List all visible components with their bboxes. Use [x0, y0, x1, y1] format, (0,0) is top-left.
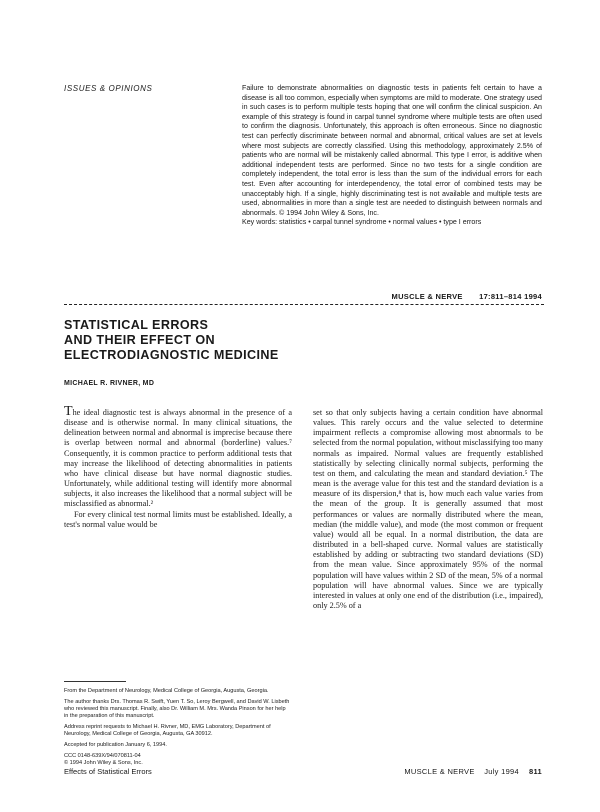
journal-name: MUSCLE & NERVE	[391, 292, 463, 301]
page-number: 811	[529, 767, 542, 776]
journal-citation: 17:811–814 1994	[479, 292, 542, 301]
keywords: Key words: statistics • carpal tunnel syndrome • normal values • type I errors	[242, 218, 482, 227]
footnote-rule	[64, 681, 126, 682]
drop-cap: T	[64, 404, 73, 419]
journal-citation-line	[378, 292, 542, 301]
body-paragraph: For every clinical test normal limits must be established. Ideally, a test's normal value would be	[64, 509, 292, 529]
footnote-accepted: Accepted for publication January 6, 1994.	[64, 742, 167, 748]
body-column-left	[64, 404, 292, 530]
title-line: STATISTICAL ERRORS	[64, 318, 209, 332]
footnote-acknowledgments: The author thanks Drs. Thomas R. Swift, Yuen T. So, Leroy Bergwell, and David W. Lisbeth who reviewed this manuscript. Finally, also Dr. William M. Mrs. Wanda Pinson for her help in the preparation of this manuscript.	[64, 699, 290, 719]
footnotes	[64, 688, 290, 771]
body-column-right	[313, 408, 543, 611]
footnote-copyright: CCC 0148-639X/94/070811-04 © 1994 John Wiley & Sons, Inc.	[64, 753, 143, 766]
running-footer-journal	[404, 767, 542, 776]
body-paragraph: set so that only subjects having a certain condition have abnormal values. This rarely occurs and the value selected to determine impairment reflects a compromise allowing most abnormals to be selected from the normal population, without misclassifying too many normals as impaired. Normal values are frequently established statistically by selecting clinically normal subjects, performing the test on them, and calculating the mean and standard deviation.⁵ The mean is the average value for this test and the standard deviation is a measure of its dispersion,⁸ that is, how much each value varies from the mean of the group. It is generally assumed that most performances or values are normally distributed where the mean, median (the middle value), and mode (the most common or frequent value) would all be equal. In a normal distribution, the data are distributed in a bell-shaped curve. Normal values are statistically established by adding or subtracting two standard deviations (SD) from the mean value. Since approximately 95% of the normal population will have values within 2 SD of the mean, 5% of a normal population will have abnormal values. Since we are typically interested in values at only one end of the distribution (i.e., impaired), only 2.5% of a	[313, 408, 543, 610]
title-line: ELECTRODIAGNOSTIC MEDICINE	[64, 348, 279, 362]
section-divider	[64, 304, 544, 305]
title-line: AND THEIR EFFECT ON	[64, 333, 216, 347]
abstract	[242, 84, 542, 228]
abstract-text: Failure to demonstrate abnormalities on diagnostic tests in patients felt certain to have a disease is all too common, especially when symptoms are mild to moderate. One strategy used in such cases is to perform multiple tests hoping that one will confirm the clinical suspicion. An example of this strategy is found in carpal tunnel syndrome where multiple tests are often used to confirm the diagnosis. Unfortunately, this approach is often erroneous. Since no diagnostic test can perfectly discriminate between normal and abnormal, critical values are set at levels where most subjects are correctly classified. Using this methodology, approximately 2.5% of patients who are normal will be mistakenly called abnormal. This type I error, is additive when additional independent tests are performed. Since no two tests for a single condition are completely independent, the total error is less than the sum of the individual errors for each test. Even after accounting for interdependency, the total error of combined tests may be unacceptably high. If a single, highly discriminating test is not available and multiple tests are used, abnormalities in more than a single test are needed to distinguish between normals and abnormals. © 1994 John Wiley & Sons, Inc.	[242, 84, 542, 217]
paragraph-text: he ideal diagnostic test is always abnormal in the presence of a disease and is otherwise normal. In many clinical situations, the delineation between normal and abnormal is imprecise because there is overlap between normal and abnormal (borderline) values.⁷ Consequently, it is common practice to perform additional tests that may increase the likelihood of detecting abnormalities in patients who have clinical disease but have normal diagnostic studies. Unfortunately, while additional testing will identify more abnormal subjects, it also increases the likelihood that a normal subject will be misclassified as abnormal.²	[64, 408, 292, 509]
footnote-affiliation: From the Department of Neurology, Medical College of Georgia, Augusta, Georgia.	[64, 688, 269, 694]
author-byline: MICHAEL R. RIVNER, MD	[64, 380, 155, 387]
section-tag: ISSUES & OPINIONS	[64, 84, 153, 93]
footnote-address: Address reprint requests to Michael H. Rivner, MD, EMG Laboratory, Department of Neurology, Medical College of Georgia, Augusta, GA 30912.	[64, 724, 271, 737]
article-title	[64, 318, 279, 363]
running-footer-title: Effects of Statistical Errors	[64, 767, 152, 776]
body-paragraph	[64, 404, 292, 510]
footer-journal-date: MUSCLE & NERVE July 1994	[404, 767, 519, 776]
